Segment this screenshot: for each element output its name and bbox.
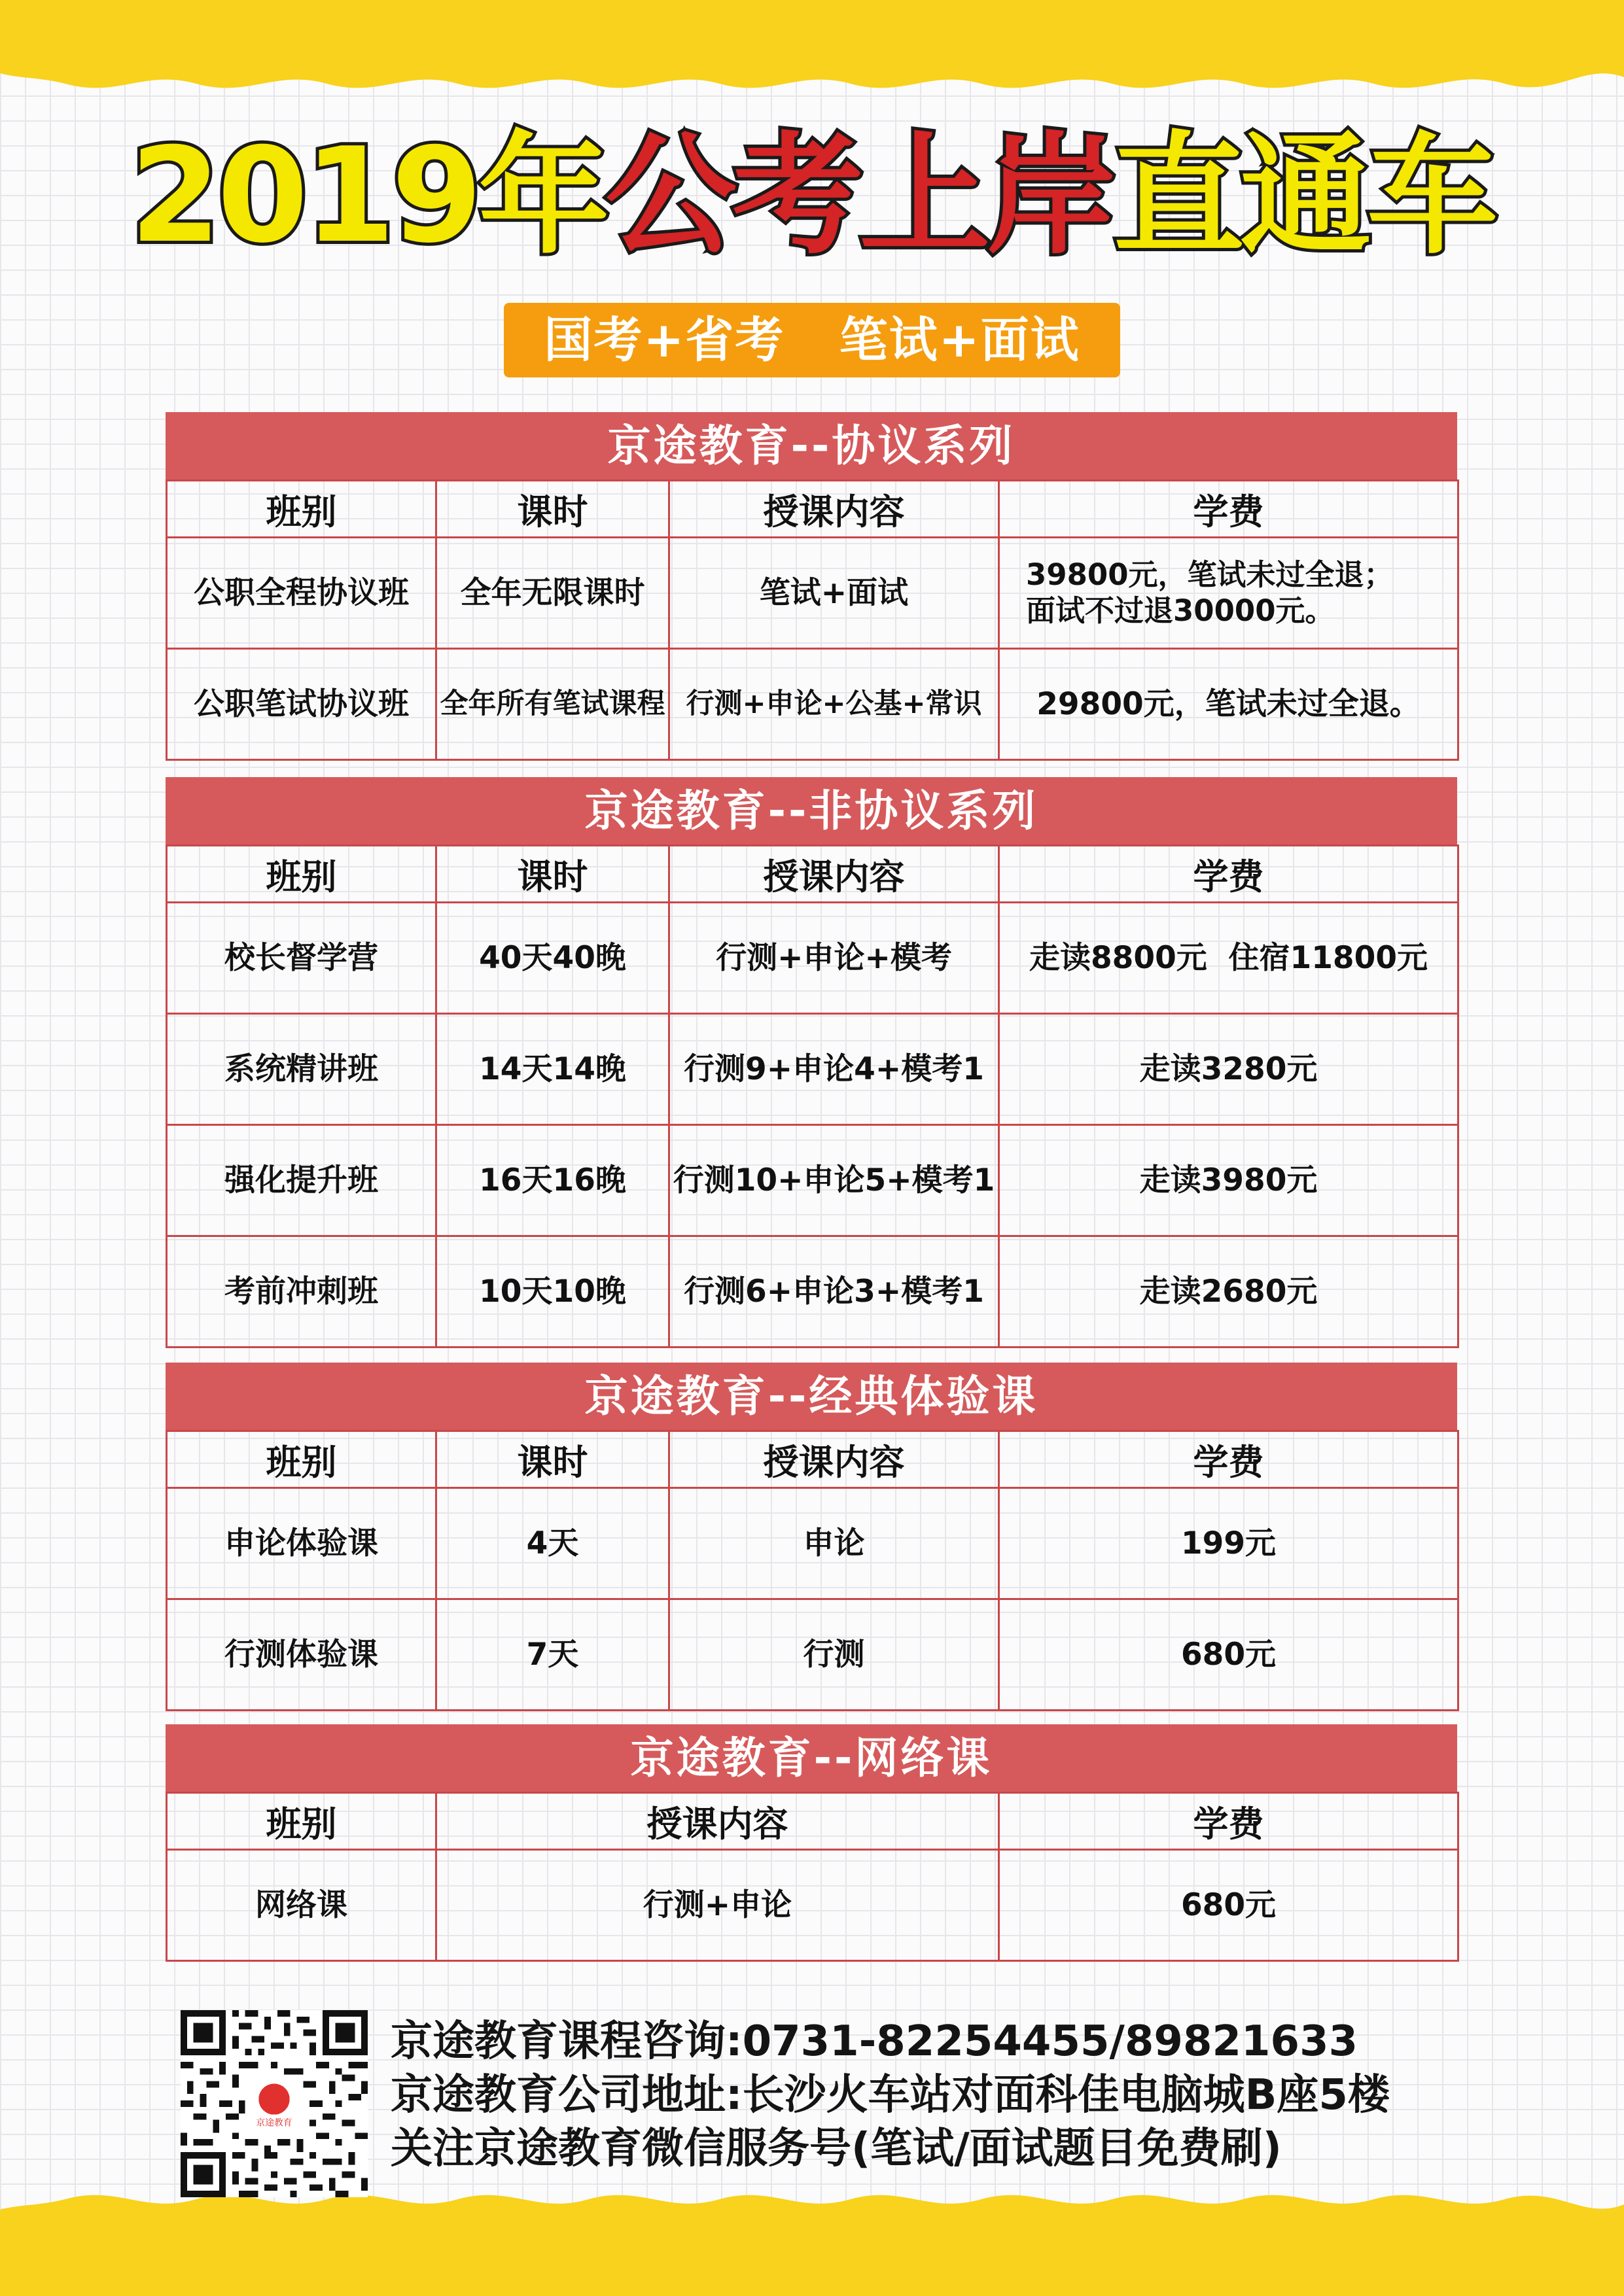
cell-hours: 4天	[436, 1488, 669, 1599]
section-trial	[166, 1363, 1457, 1711]
cell-class: 申论体验课	[167, 1488, 436, 1599]
cell-content: 行测10+申论5+模考1	[669, 1125, 999, 1236]
headline-year: 2019年	[130, 120, 606, 272]
qr-logo-text: 京途教育	[256, 2117, 292, 2129]
table-header-row	[167, 846, 1458, 903]
cell-fee: 29800元，笔试未过全退。	[999, 649, 1458, 760]
section-non-agreement	[166, 777, 1457, 1348]
contact-address: 京途教育公司地址:长沙火车站对面科佳电脑城B座5楼	[391, 2071, 1390, 2119]
cell-fee: 680元	[999, 1599, 1458, 1711]
headline-red-text: 公考上岸	[605, 120, 1114, 272]
cell-content: 申论	[669, 1488, 999, 1599]
agreement-table	[166, 479, 1459, 761]
section-title: 京途教育--经典体验课	[166, 1363, 1457, 1430]
header-fee: 学费	[999, 846, 1458, 903]
table-header-row	[167, 481, 1458, 538]
contact-info	[391, 2015, 1390, 2176]
table-row	[167, 1599, 1458, 1711]
cell-content: 行测9+申论4+模考1	[669, 1014, 999, 1125]
table-row	[167, 538, 1458, 649]
cell-class: 强化提升班	[167, 1125, 436, 1236]
header-content: 授课内容	[436, 1793, 999, 1850]
table-row	[167, 1850, 1458, 1961]
section-title: 京途教育--网络课	[166, 1724, 1457, 1792]
cell-class: 行测体验课	[167, 1599, 436, 1711]
cell-hours: 7天	[436, 1599, 669, 1711]
subtitle-banner: 国考+省考 笔试+面试	[504, 303, 1120, 377]
cell-content: 行测6+申论3+模考1	[669, 1236, 999, 1348]
cell-fee: 走读3980元	[999, 1125, 1458, 1236]
section-title: 京途教育--协议系列	[166, 412, 1457, 479]
header-fee: 学费	[999, 1431, 1458, 1488]
section-title: 京途教育--非协议系列	[166, 777, 1457, 844]
table-row	[167, 649, 1458, 760]
table-row	[167, 1236, 1458, 1348]
cell-content: 笔试+面试	[669, 538, 999, 649]
header-fee: 学费	[999, 481, 1458, 538]
cell-hours: 40天40晚	[436, 903, 669, 1014]
fee-line-1: 39800元，笔试未过全退；	[1026, 557, 1394, 592]
non-agreement-table	[166, 844, 1459, 1348]
header-class: 班别	[167, 481, 436, 538]
table-row	[167, 1014, 1458, 1125]
header-hours: 课时	[436, 1431, 669, 1488]
contact-wechat: 关注京途教育微信服务号(笔试/面试题目免费刷)	[391, 2125, 1282, 2173]
contact-phone: 京途教育课程咨询:0731-82254455/89821633	[391, 2017, 1358, 2066]
cell-class: 网络课	[167, 1850, 436, 1961]
cell-content: 行测	[669, 1599, 999, 1711]
cell-content: 行测+申论+模考	[669, 903, 999, 1014]
trial-table	[166, 1430, 1459, 1711]
cell-class: 校长督学营	[167, 903, 436, 1014]
header-content: 授课内容	[669, 1431, 999, 1488]
cell-hours: 全年无限课时	[436, 538, 669, 649]
cell-content: 行测+申论+公基+常识	[669, 649, 999, 760]
cell-hours: 10天10晚	[436, 1236, 669, 1348]
header-content: 授课内容	[669, 846, 999, 903]
cell-fee: 走读8800元 住宿11800元	[999, 903, 1458, 1014]
cell-hours: 全年所有笔试课程	[436, 649, 669, 760]
cell-class: 公职笔试协议班	[167, 649, 436, 760]
cell-fee: 199元	[999, 1488, 1458, 1599]
fee-line-2: 面试不过退30000元。	[1026, 593, 1335, 628]
header-hours: 课时	[436, 481, 669, 538]
header-class: 班别	[167, 846, 436, 903]
table-row	[167, 1125, 1458, 1236]
header-fee: 学费	[999, 1793, 1458, 1850]
header-content: 授课内容	[669, 481, 999, 538]
top-wave-decoration	[0, 0, 1624, 111]
headline-yellow-text: 直通车	[1113, 120, 1494, 272]
poster-headline	[0, 120, 1624, 272]
header-class: 班别	[167, 1793, 436, 1850]
cell-hours: 14天14晚	[436, 1014, 669, 1125]
table-row	[167, 903, 1458, 1014]
table-row	[167, 1488, 1458, 1599]
cell-hours: 16天16晚	[436, 1125, 669, 1236]
online-table	[166, 1792, 1459, 1962]
cell-class: 系统精讲班	[167, 1014, 436, 1125]
section-online	[166, 1724, 1457, 1962]
table-header-row	[167, 1793, 1458, 1850]
cell-class: 考前冲刺班	[167, 1236, 436, 1348]
table-header-row	[167, 1431, 1458, 1488]
cell-fee: 走读2680元	[999, 1236, 1458, 1348]
cell-content: 行测+申论	[436, 1850, 999, 1961]
cell-fee	[999, 538, 1458, 649]
cell-fee: 走读3280元	[999, 1014, 1458, 1125]
cell-fee: 680元	[999, 1850, 1458, 1961]
cell-class: 公职全程协议班	[167, 538, 436, 649]
section-agreement	[166, 412, 1457, 761]
wechat-qr-code	[181, 2010, 368, 2197]
header-class: 班别	[167, 1431, 436, 1488]
header-hours: 课时	[436, 846, 669, 903]
